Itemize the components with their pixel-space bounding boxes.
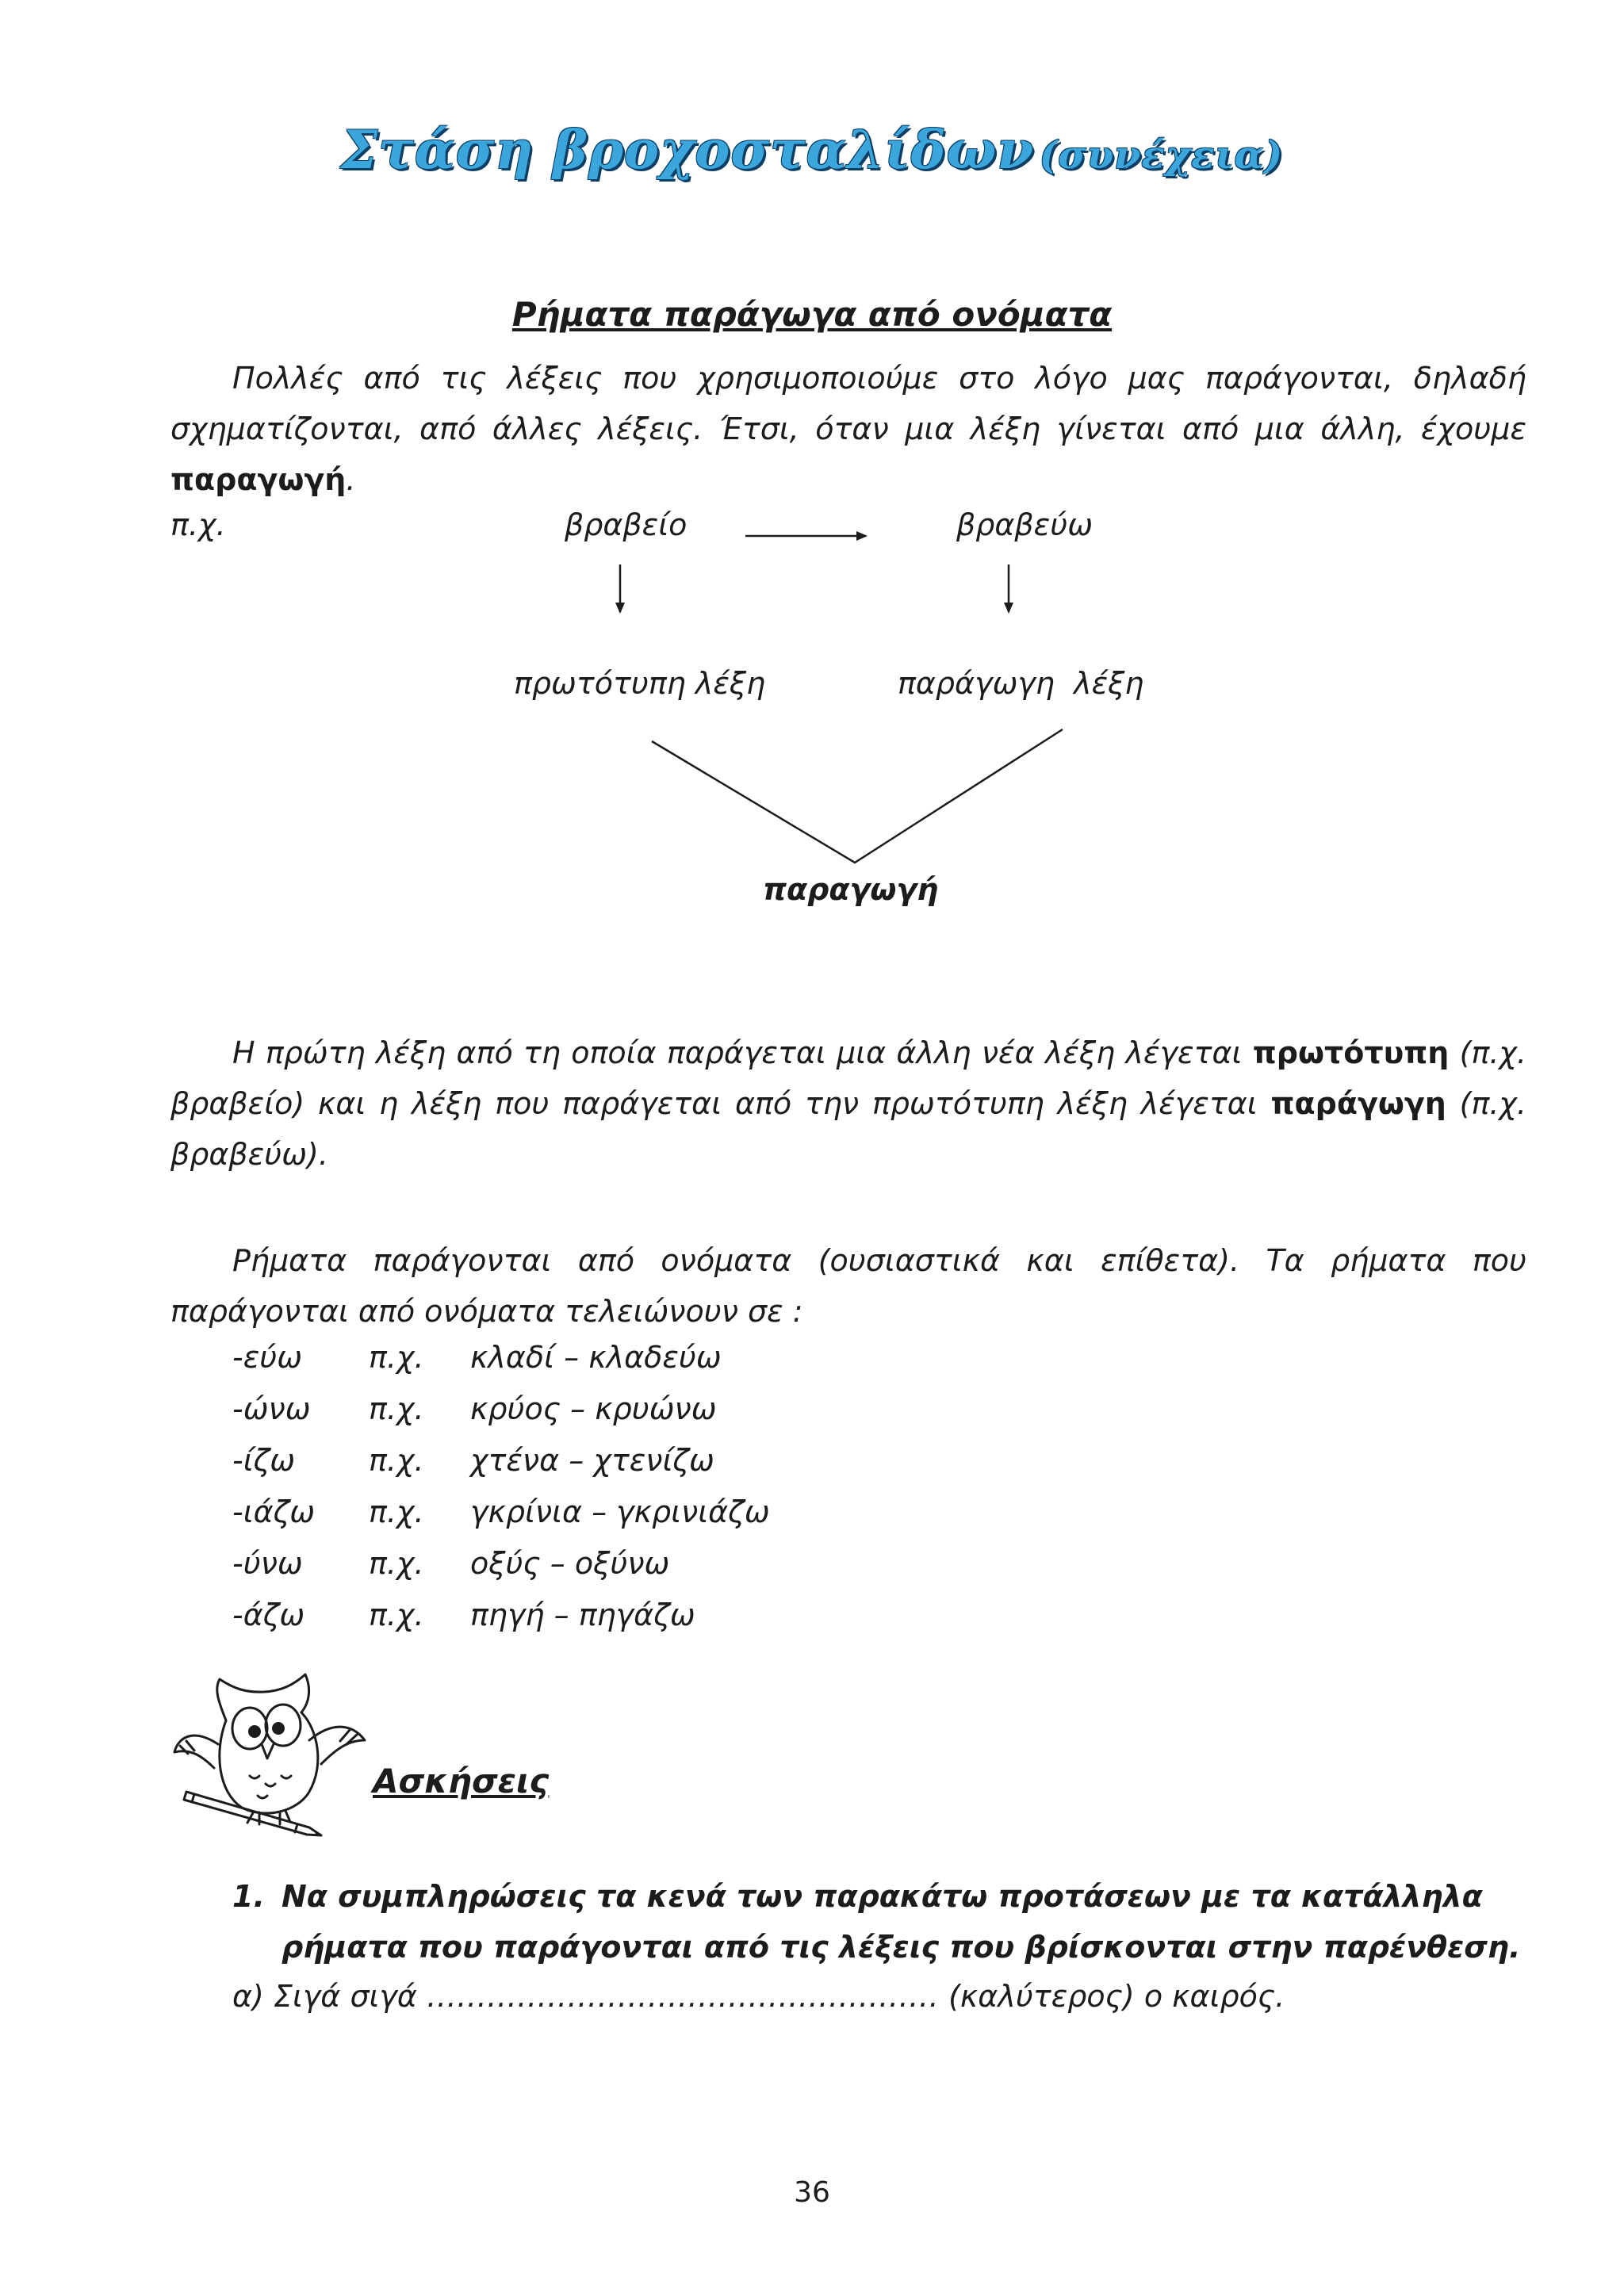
page-title-subtitle: (συνέχεια) [1039, 133, 1284, 178]
definition-bold-original: πρωτότυπη [1252, 1035, 1450, 1070]
derived-word: βραβεύω [956, 507, 1094, 542]
example-abbrev: π.χ. [369, 1443, 424, 1478]
page-number: 36 [794, 2176, 830, 2209]
owl-with-pencil-icon [170, 1665, 369, 1839]
exercise-1 [232, 1871, 1533, 1973]
verbs-intro-paragraph: Ρήματα παράγονται από ονόματα (ουσιαστικά και επίθετα). Τα ρήματα που παράγονται από ονόματα τελειώνουν σε : [170, 1243, 1526, 1329]
exercises-heading: Ασκήσεις [373, 1762, 550, 1800]
example-abbrev: π.χ. [369, 1546, 424, 1581]
exercise-number: 1. [232, 1879, 265, 1914]
suffix-example: γκρίνια – γκρινιάζω [470, 1494, 770, 1529]
example-abbrev: π.χ. [369, 1391, 424, 1426]
example-label: π.χ. [170, 507, 226, 542]
example-abbrev: π.χ. [369, 1598, 424, 1632]
exercise-item-a: α) Σιγά σιγά …………………………………………… (καλύτερος) ο καιρός. [232, 1979, 1285, 2014]
suffix: -ιάζω [232, 1494, 316, 1529]
result-label: παραγωγή [763, 872, 939, 907]
suffix-example: οξύς – οξύνω [470, 1546, 670, 1581]
suffix-example: κρύος – κρυώνω [470, 1391, 717, 1426]
example-abbrev: π.χ. [369, 1340, 424, 1375]
page-title-main: Στάση βροχοσταλίδων [340, 119, 1035, 181]
intro-text: Πολλές από τις λέξεις που χρησιμοποιούμε στο λόγο μας παράγονται, δηλαδή σχηματίζονται, από άλλες λέξεις. Έτσι, όταν μια λέξη γίνεται από μια άλλη, έχουμε [170, 361, 1526, 446]
source-word: βραβείο [565, 507, 688, 542]
intro-end: . [346, 462, 356, 497]
derived-label: παράγωγη λέξη [898, 666, 1144, 701]
example-abbrev: π.χ. [369, 1494, 424, 1529]
definition-text-3: (π.χ. βραβεύω). [170, 1086, 1526, 1172]
intro-bold-term: παραγωγή [170, 462, 347, 497]
suffix-example: κλαδί – κλαδεύω [470, 1340, 722, 1375]
suffix-example: πηγή – πηγάζω [470, 1598, 695, 1632]
definition-text-2: (π.χ. βραβείο) και η λέξη που παράγεται από την πρωτότυπη λέξη λέγεται [170, 1035, 1527, 1121]
suffix: -ίζω [232, 1443, 296, 1478]
suffix-example: χτένα – χτενίζω [470, 1443, 714, 1478]
exercise-instruction: Να συμπληρώσεις τα κενά των παρακάτω προτάσεων με τα κατάλληλα ρήματα που παράγονται από τις λέξεις που βρίσκονται στην παρένθεση. [282, 1879, 1521, 1965]
suffix: -ώνω [232, 1391, 311, 1426]
derivation-vee-lines [652, 729, 1063, 863]
suffix: -ύνω [232, 1546, 303, 1581]
derivation-diagram [0, 0, 1624, 951]
definition-paragraph [170, 1027, 1526, 1180]
source-label: πρωτότυπη λέξη [514, 666, 766, 701]
section-heading: Ρήματα παράγωγα από ονόματα [511, 295, 1113, 334]
definition-bold-derived: παράγωγη [1270, 1086, 1446, 1121]
definition-text-1: Η πρώτη λέξη από τη οποία παράγεται μια άλλη νέα λέξη λέγεται [232, 1035, 1253, 1070]
suffix: -άζω [232, 1598, 305, 1632]
suffix: -εύω [232, 1340, 303, 1375]
